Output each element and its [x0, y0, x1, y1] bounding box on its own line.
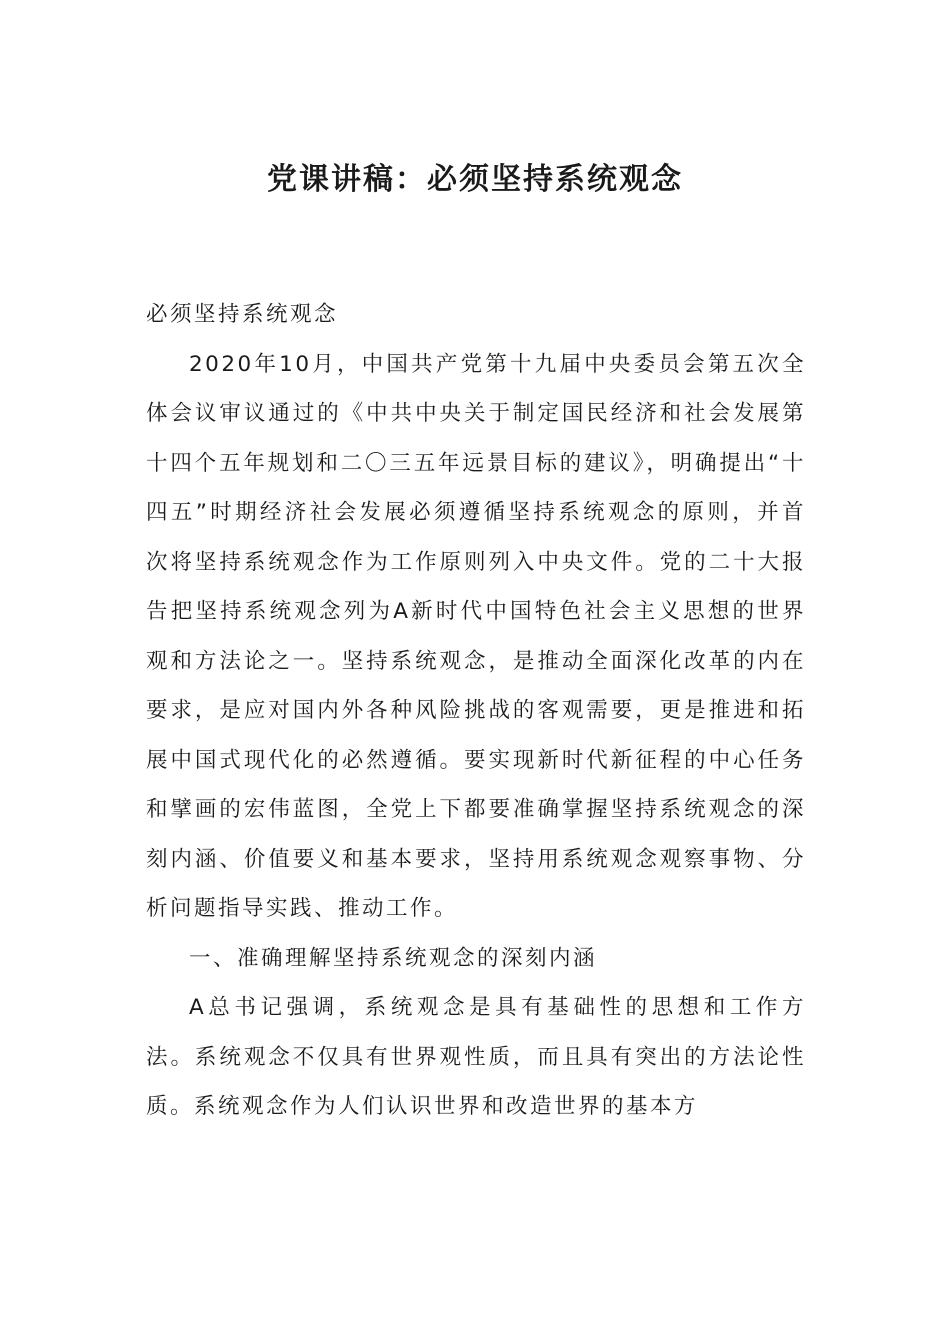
body-paragraph: A总书记强调，系统观念是具有基础性的思想和工作方法。系统观念不仅具有世界观性质，而且具有突出的方法论性质。系统观念作为人们认识世界和改造世界的基本方	[146, 995, 806, 1119]
section-heading: 一、准确理解坚持系统观念的深刻内涵	[189, 945, 598, 971]
section-subtitle: 必须坚持系统观念	[146, 302, 339, 327]
document-title: 党课讲稿：必须坚持系统观念	[267, 162, 683, 197]
document-body	[146, 290, 806, 1132]
body-paragraph: 2020年10月，中国共产党第十九届中央委员会第五次全体会议审议通过的《中共中央关于制定国民经济和社会发展第十四个五年规划和二〇三五年远景目标的建议》，明确提出“十四五”时期经济社会发展必须遵循坚持系统观念的原则，并首次将坚持系统观念作为工作原则列入中央文件。党的二十大报告把坚持系统观念列为A新时代中国特色社会主义思想的世界观和方法论之一。坚持系统观念，是推动全面深化改革的内在要求，是应对国内外各种风险挑战的客观需要，更是推进和拓展中国式现代化的必然遵循。要实现新时代新征程的中心任务和擘画的宏伟蓝图，全党上下都要准确掌握坚持系统观念的深刻内涵、价值要义和基本要求，坚持用系统观念观察事物、分析问题指导实践、推动工作。	[146, 351, 806, 921]
